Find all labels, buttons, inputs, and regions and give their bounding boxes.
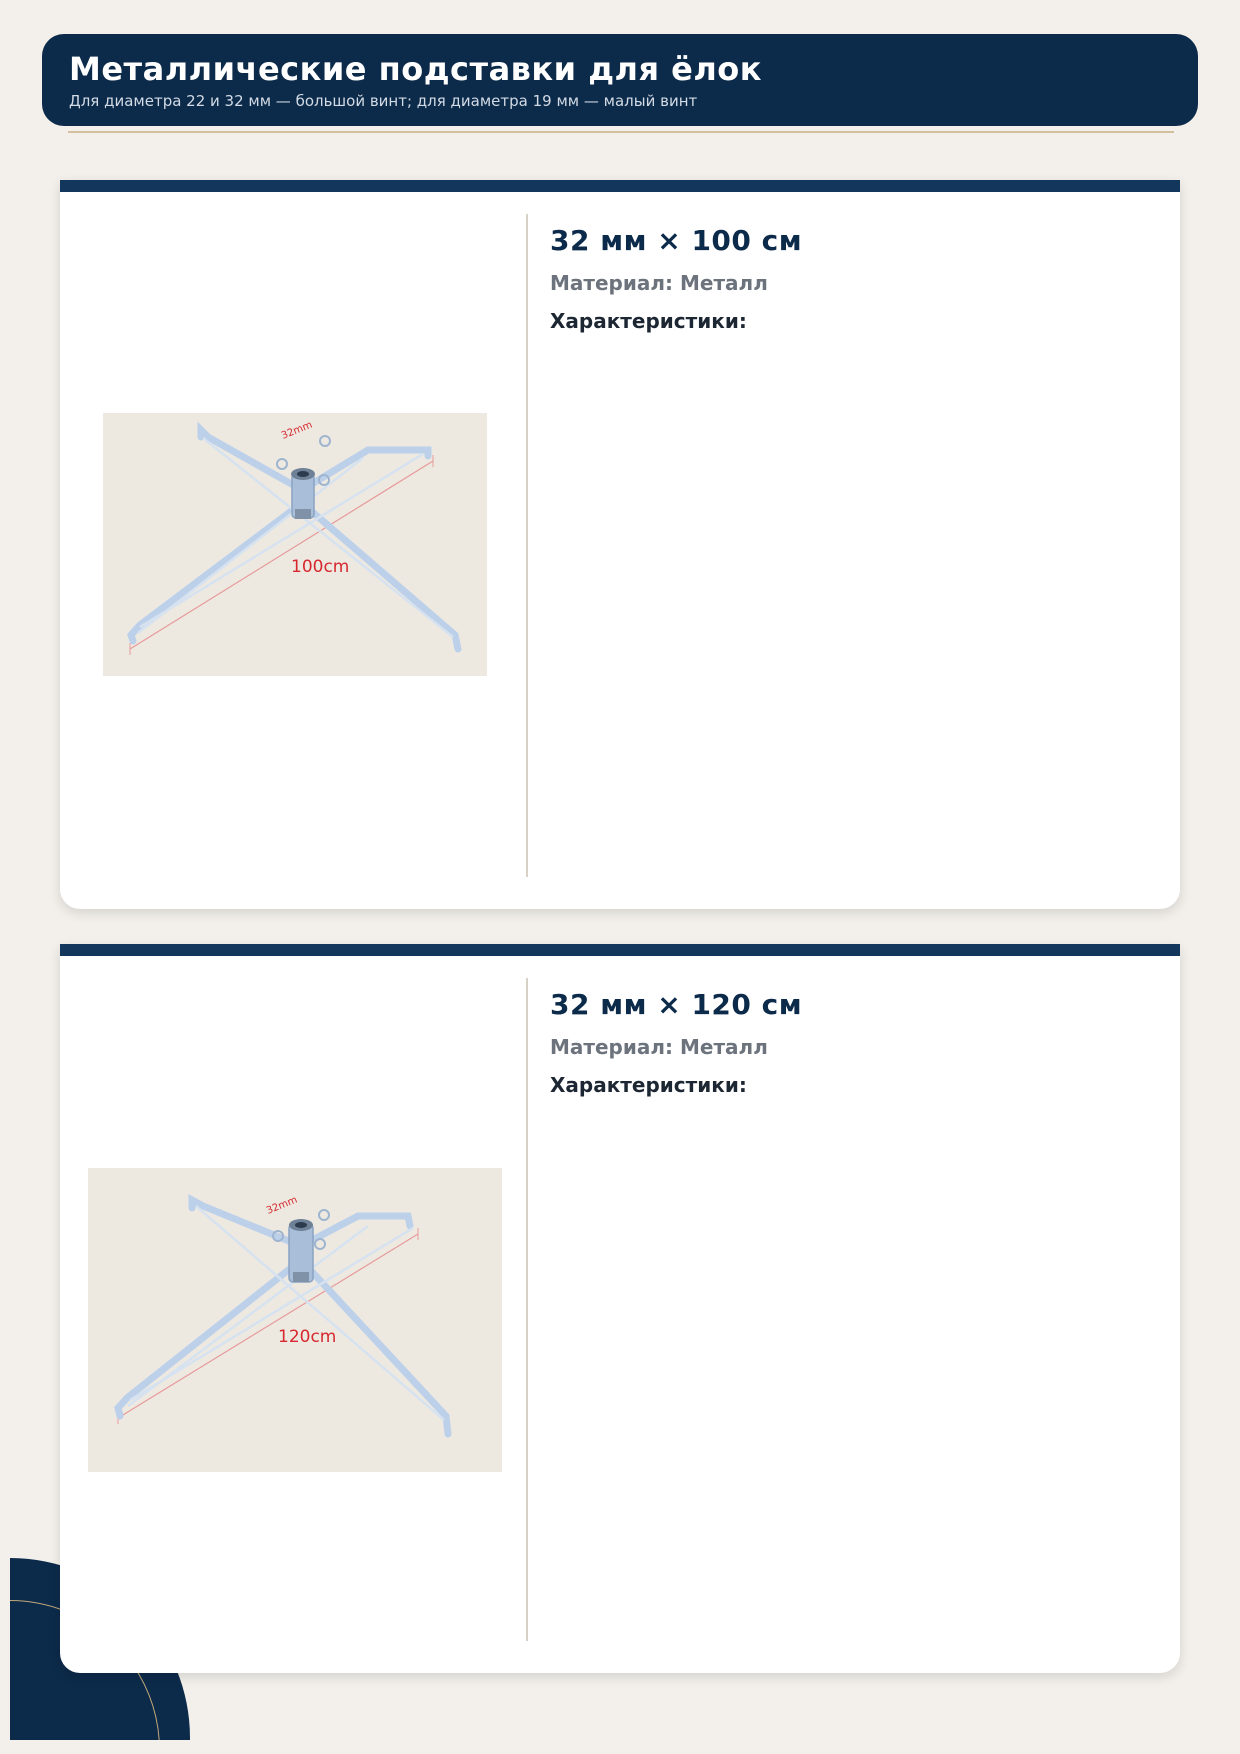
page-subtitle: Для диаметра 22 и 32 мм — большой винт; для диаметра 19 мм — малый винт	[69, 92, 698, 110]
product-material: Материал: Металл	[550, 1035, 768, 1059]
product-title: 32 мм × 100 см	[550, 224, 803, 257]
product-specs-heading: Характеристики:	[550, 1073, 747, 1097]
tree-stand-photo	[88, 1168, 502, 1472]
photo-length-label: 120cm	[278, 1327, 337, 1347]
page-title: Металлические подставки для ёлок	[69, 50, 762, 88]
product-specs-heading: Характеристики:	[550, 309, 747, 333]
product-title: 32 мм × 120 см	[550, 988, 803, 1021]
product-card	[60, 180, 1180, 909]
card-divider	[526, 214, 528, 877]
photo-length-label: 100cm	[291, 557, 350, 577]
header-divider	[68, 131, 1174, 133]
photo-diameter-label: 32mm	[280, 419, 314, 442]
product-card	[60, 944, 1180, 1673]
page-header	[42, 34, 1198, 126]
tree-stand-photo	[103, 413, 487, 676]
card-divider	[526, 978, 528, 1641]
product-photo	[88, 1168, 502, 1472]
product-info	[550, 988, 1156, 1098]
product-photo-area	[60, 956, 526, 1673]
product-photo-area	[60, 192, 526, 909]
photo-diameter-label: 32mm	[265, 1194, 299, 1217]
product-material: Материал: Металл	[550, 271, 768, 295]
product-info	[550, 224, 1156, 334]
product-photo	[103, 413, 487, 676]
